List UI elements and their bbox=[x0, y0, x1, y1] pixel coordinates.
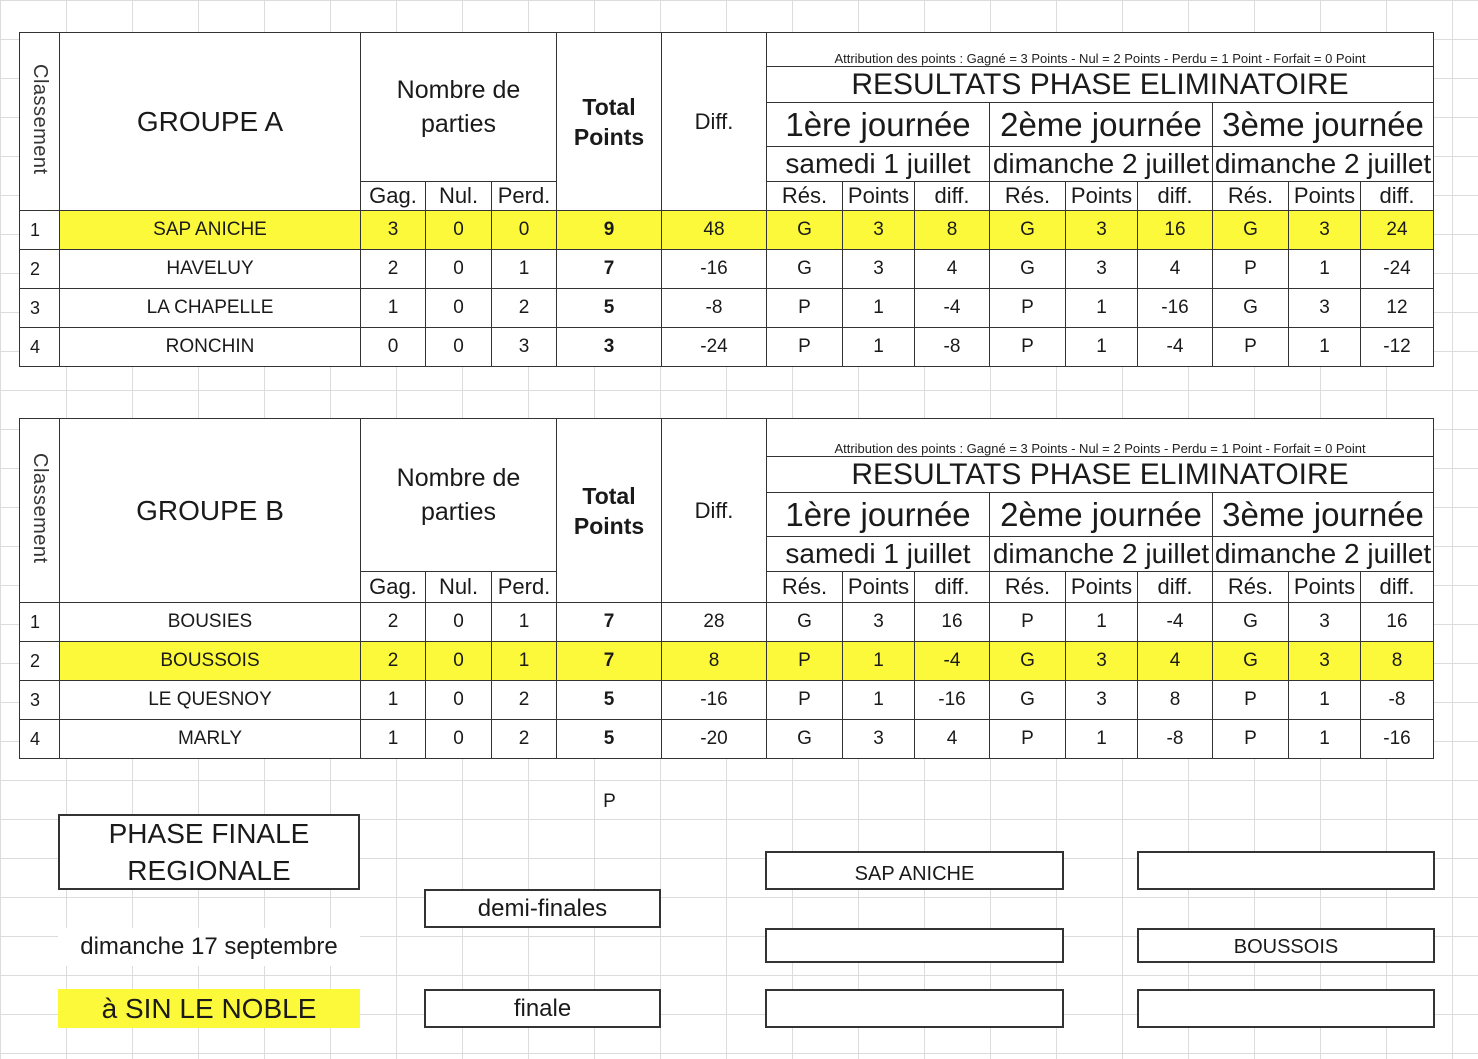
points-header: Points bbox=[843, 572, 915, 603]
gag-value: 1 bbox=[361, 681, 426, 720]
journee-1-diff-journee-value: -4 bbox=[915, 642, 990, 681]
rank-cell: 1 bbox=[20, 211, 60, 250]
phase-finale-line2: REGIONALE bbox=[127, 855, 291, 886]
journee-1-diff-journee-value: -8 bbox=[915, 328, 990, 367]
group-title: GROUPE B bbox=[60, 419, 361, 603]
rank-cell: 2 bbox=[20, 642, 60, 681]
journee-1-res-value: G bbox=[767, 211, 843, 250]
nul-header: Nul. bbox=[426, 572, 492, 603]
journee-1-res-value: P bbox=[767, 289, 843, 328]
journee-1-res-value: P bbox=[767, 681, 843, 720]
final-team2-box bbox=[1137, 989, 1435, 1028]
journee-2-points-value: 3 bbox=[1066, 211, 1138, 250]
gag-header: Gag. bbox=[361, 182, 426, 211]
stray-p-mark: P bbox=[603, 791, 616, 812]
journee-3-points-value: 1 bbox=[1289, 328, 1361, 367]
perd-header: Perd. bbox=[492, 572, 557, 603]
journee-1-diff-journee-value: 4 bbox=[915, 250, 990, 289]
nul-value: 0 bbox=[426, 289, 492, 328]
diff-small-header: diff. bbox=[1138, 572, 1213, 603]
res-header: Rés. bbox=[1213, 182, 1289, 211]
total-points-value: 7 bbox=[557, 250, 662, 289]
final-team1-box bbox=[765, 989, 1064, 1028]
journee-3-res-value: G bbox=[1213, 642, 1289, 681]
journee-3-points-value: 1 bbox=[1289, 720, 1361, 759]
perd-value: 1 bbox=[492, 603, 557, 642]
phase-finale-title bbox=[58, 814, 360, 890]
gag-value: 2 bbox=[361, 603, 426, 642]
journee-2-label: 2ème journée bbox=[990, 103, 1213, 147]
classement-header: Classement bbox=[20, 419, 60, 603]
table-row bbox=[20, 681, 1434, 720]
journee-3-res-value: G bbox=[1213, 289, 1289, 328]
journee-3-date: dimanche 2 juillet bbox=[1213, 147, 1434, 182]
gag-value: 0 bbox=[361, 328, 426, 367]
diff-header: Diff. bbox=[662, 33, 767, 211]
journee-3-diff-journee-value: 8 bbox=[1361, 642, 1434, 681]
res-header: Rés. bbox=[990, 182, 1066, 211]
journee-2-diff-journee-value: -4 bbox=[1138, 603, 1213, 642]
journee-3-points-value: 3 bbox=[1289, 211, 1361, 250]
journee-2-res-value: P bbox=[990, 720, 1066, 759]
perd-header: Perd. bbox=[492, 182, 557, 211]
team-name: MARLY bbox=[60, 720, 361, 759]
journee-2-diff-journee-value: -4 bbox=[1138, 328, 1213, 367]
team-name: LA CHAPELLE bbox=[60, 289, 361, 328]
semi1-team2-box bbox=[1137, 851, 1435, 890]
res-header: Rés. bbox=[1213, 572, 1289, 603]
journee-3-res-value: P bbox=[1213, 250, 1289, 289]
table-row bbox=[20, 250, 1434, 289]
semi2-team2-box bbox=[1137, 928, 1435, 963]
total-points-value: 7 bbox=[557, 642, 662, 681]
nul-value: 0 bbox=[426, 211, 492, 250]
semi1-team1-name: SAP ANICHE bbox=[854, 863, 975, 885]
journee-1-points-value: 3 bbox=[843, 603, 915, 642]
journee-2-res-value: G bbox=[990, 681, 1066, 720]
journee-1-label: 1ère journée bbox=[767, 103, 990, 147]
diff-small-header: diff. bbox=[1361, 572, 1434, 603]
team-name: RONCHIN bbox=[60, 328, 361, 367]
gag-value: 2 bbox=[361, 642, 426, 681]
journee-1-res-value: P bbox=[767, 642, 843, 681]
journee-2-date: dimanche 2 juillet bbox=[990, 147, 1213, 182]
diff-small-header: diff. bbox=[1138, 182, 1213, 211]
nul-value: 0 bbox=[426, 603, 492, 642]
journee-2-points-value: 1 bbox=[1066, 289, 1138, 328]
rank-cell: 4 bbox=[20, 328, 60, 367]
total-points-value: 7 bbox=[557, 603, 662, 642]
res-header: Rés. bbox=[990, 572, 1066, 603]
attribution-note: Attribution des points : Gagné = 3 Points - Nul = 2 Points - Perdu = 1 Point - Forfait = 0 Point bbox=[767, 33, 1434, 67]
journee-1-points-value: 1 bbox=[843, 681, 915, 720]
journee-3-diff-journee-value: -12 bbox=[1361, 328, 1434, 367]
journee-3-points-value: 3 bbox=[1289, 642, 1361, 681]
journee-1-res-value: G bbox=[767, 250, 843, 289]
journee-2-res-value: G bbox=[990, 642, 1066, 681]
diff-header: Diff. bbox=[662, 419, 767, 603]
classement-header: Classement bbox=[20, 33, 60, 211]
journee-1-points-value: 3 bbox=[843, 720, 915, 759]
journee-2-res-value: G bbox=[990, 211, 1066, 250]
journee-3-diff-journee-value: 12 bbox=[1361, 289, 1434, 328]
journee-1-label: 1ère journée bbox=[767, 493, 990, 537]
journee-2-points-value: 1 bbox=[1066, 328, 1138, 367]
journee-2-points-value: 3 bbox=[1066, 642, 1138, 681]
journee-2-diff-journee-value: -16 bbox=[1138, 289, 1213, 328]
journee-1-date: samedi 1 juillet bbox=[767, 147, 990, 182]
journee-3-res-value: P bbox=[1213, 720, 1289, 759]
journee-2-res-value: P bbox=[990, 603, 1066, 642]
gag-value: 3 bbox=[361, 211, 426, 250]
points-header: Points bbox=[1289, 182, 1361, 211]
journee-2-points-value: 3 bbox=[1066, 681, 1138, 720]
points-header: Points bbox=[843, 182, 915, 211]
journee-3-diff-journee-value: -16 bbox=[1361, 720, 1434, 759]
nombre-parties-header: Nombre de parties bbox=[361, 419, 557, 572]
journee-1-res-value: P bbox=[767, 328, 843, 367]
table-row bbox=[20, 642, 1434, 681]
total-points-header: Total Points bbox=[557, 33, 662, 211]
semi2-team2-name: BOUSSOIS bbox=[1233, 936, 1339, 958]
diff-value: -16 bbox=[662, 681, 767, 720]
phase-finale-line1: PHASE FINALE bbox=[108, 818, 310, 849]
journee-1-diff-journee-value: -16 bbox=[915, 681, 990, 720]
nul-value: 0 bbox=[426, 328, 492, 367]
table-row bbox=[20, 328, 1434, 367]
points-header: Points bbox=[1289, 572, 1361, 603]
journee-3-diff-journee-value: -8 bbox=[1361, 681, 1434, 720]
journee-3-res-value: G bbox=[1213, 211, 1289, 250]
resultats-title: RESULTATS PHASE ELIMINATOIRE bbox=[767, 457, 1434, 493]
journee-2-points-value: 1 bbox=[1066, 603, 1138, 642]
gag-header: Gag. bbox=[361, 572, 426, 603]
journee-2-diff-journee-value: 16 bbox=[1138, 211, 1213, 250]
perd-value: 3 bbox=[492, 328, 557, 367]
points-header: Points bbox=[1066, 182, 1138, 211]
journee-2-res-value: P bbox=[990, 289, 1066, 328]
total-points-value: 5 bbox=[557, 289, 662, 328]
journee-2-res-value: P bbox=[990, 328, 1066, 367]
table-row bbox=[20, 720, 1434, 759]
nul-header: Nul. bbox=[426, 182, 492, 211]
table-row bbox=[20, 289, 1434, 328]
attribution-note: Attribution des points : Gagné = 3 Points - Nul = 2 Points - Perdu = 1 Point - Forfait = 0 Point bbox=[767, 419, 1434, 457]
nul-value: 0 bbox=[426, 250, 492, 289]
diff-value: -16 bbox=[662, 250, 767, 289]
perd-value: 2 bbox=[492, 681, 557, 720]
journee-3-diff-journee-value: -24 bbox=[1361, 250, 1434, 289]
team-name: LE QUESNOY bbox=[60, 681, 361, 720]
team-name: BOUSSOIS bbox=[60, 642, 361, 681]
journee-3-points-value: 1 bbox=[1289, 250, 1361, 289]
perd-value: 1 bbox=[492, 250, 557, 289]
diff-value: 48 bbox=[662, 211, 767, 250]
finale-date: dimanche 17 septembre bbox=[58, 928, 360, 966]
res-header: Rés. bbox=[767, 572, 843, 603]
journee-2-diff-journee-value: 4 bbox=[1138, 642, 1213, 681]
journee-1-diff-journee-value: -4 bbox=[915, 289, 990, 328]
journee-3-points-value: 1 bbox=[1289, 681, 1361, 720]
journee-2-points-value: 1 bbox=[1066, 720, 1138, 759]
journee-2-diff-journee-value: -8 bbox=[1138, 720, 1213, 759]
group-title: GROUPE A bbox=[60, 33, 361, 211]
journee-1-diff-journee-value: 8 bbox=[915, 211, 990, 250]
nul-value: 0 bbox=[426, 720, 492, 759]
journee-3-res-value: G bbox=[1213, 603, 1289, 642]
rank-cell: 3 bbox=[20, 681, 60, 720]
rank-cell: 4 bbox=[20, 720, 60, 759]
rank-cell: 1 bbox=[20, 603, 60, 642]
gag-value: 1 bbox=[361, 720, 426, 759]
nombre-parties-header: Nombre de parties bbox=[361, 33, 557, 182]
finale-lieu: à SIN LE NOBLE bbox=[58, 989, 360, 1028]
journee-1-diff-journee-value: 4 bbox=[915, 720, 990, 759]
journee-1-points-value: 1 bbox=[843, 328, 915, 367]
diff-small-header: diff. bbox=[915, 572, 990, 603]
total-points-header: Total Points bbox=[557, 419, 662, 603]
journee-2-points-value: 3 bbox=[1066, 250, 1138, 289]
rank-cell: 3 bbox=[20, 289, 60, 328]
journee-3-diff-journee-value: 24 bbox=[1361, 211, 1434, 250]
journee-1-points-value: 1 bbox=[843, 642, 915, 681]
journee-2-date: dimanche 2 juillet bbox=[990, 537, 1213, 572]
journee-1-points-value: 1 bbox=[843, 289, 915, 328]
journee-3-date: dimanche 2 juillet bbox=[1213, 537, 1434, 572]
journee-1-diff-journee-value: 16 bbox=[915, 603, 990, 642]
journee-3-res-value: P bbox=[1213, 328, 1289, 367]
diff-value: -20 bbox=[662, 720, 767, 759]
table-row bbox=[20, 603, 1434, 642]
perd-value: 0 bbox=[492, 211, 557, 250]
journee-1-date: samedi 1 juillet bbox=[767, 537, 990, 572]
diff-value: -8 bbox=[662, 289, 767, 328]
total-points-value: 5 bbox=[557, 681, 662, 720]
group-a-table bbox=[19, 32, 1434, 367]
perd-value: 2 bbox=[492, 289, 557, 328]
res-header: Rés. bbox=[767, 182, 843, 211]
table-row bbox=[20, 211, 1434, 250]
semi1-team1-box bbox=[765, 851, 1064, 890]
journee-2-res-value: G bbox=[990, 250, 1066, 289]
group-b-table bbox=[19, 418, 1434, 759]
journee-3-points-value: 3 bbox=[1289, 289, 1361, 328]
journee-2-diff-journee-value: 8 bbox=[1138, 681, 1213, 720]
gag-value: 1 bbox=[361, 289, 426, 328]
gag-value: 2 bbox=[361, 250, 426, 289]
journee-2-label: 2ème journée bbox=[990, 493, 1213, 537]
journee-1-points-value: 3 bbox=[843, 250, 915, 289]
total-points-value: 5 bbox=[557, 720, 662, 759]
journee-3-points-value: 3 bbox=[1289, 603, 1361, 642]
points-header: Points bbox=[1066, 572, 1138, 603]
diff-small-header: diff. bbox=[1361, 182, 1434, 211]
resultats-title: RESULTATS PHASE ELIMINATOIRE bbox=[767, 67, 1434, 103]
diff-value: 28 bbox=[662, 603, 767, 642]
team-name: BOUSIES bbox=[60, 603, 361, 642]
nul-value: 0 bbox=[426, 681, 492, 720]
journee-1-res-value: G bbox=[767, 603, 843, 642]
diff-value: -24 bbox=[662, 328, 767, 367]
total-points-value: 3 bbox=[557, 328, 662, 367]
perd-value: 2 bbox=[492, 720, 557, 759]
diff-value: 8 bbox=[662, 642, 767, 681]
team-name: SAP ANICHE bbox=[60, 211, 361, 250]
journee-3-res-value: P bbox=[1213, 681, 1289, 720]
journee-3-label: 3ème journée bbox=[1213, 493, 1434, 537]
journee-2-diff-journee-value: 4 bbox=[1138, 250, 1213, 289]
demi-finales-label: demi-finales bbox=[424, 889, 661, 928]
semi2-team1-box bbox=[765, 928, 1064, 963]
rank-cell: 2 bbox=[20, 250, 60, 289]
perd-value: 1 bbox=[492, 642, 557, 681]
journee-3-label: 3ème journée bbox=[1213, 103, 1434, 147]
total-points-value: 9 bbox=[557, 211, 662, 250]
journee-3-diff-journee-value: 16 bbox=[1361, 603, 1434, 642]
finale-label: finale bbox=[424, 989, 661, 1028]
team-name: HAVELUY bbox=[60, 250, 361, 289]
journee-1-points-value: 3 bbox=[843, 211, 915, 250]
diff-small-header: diff. bbox=[915, 182, 990, 211]
nul-value: 0 bbox=[426, 642, 492, 681]
journee-1-res-value: G bbox=[767, 720, 843, 759]
